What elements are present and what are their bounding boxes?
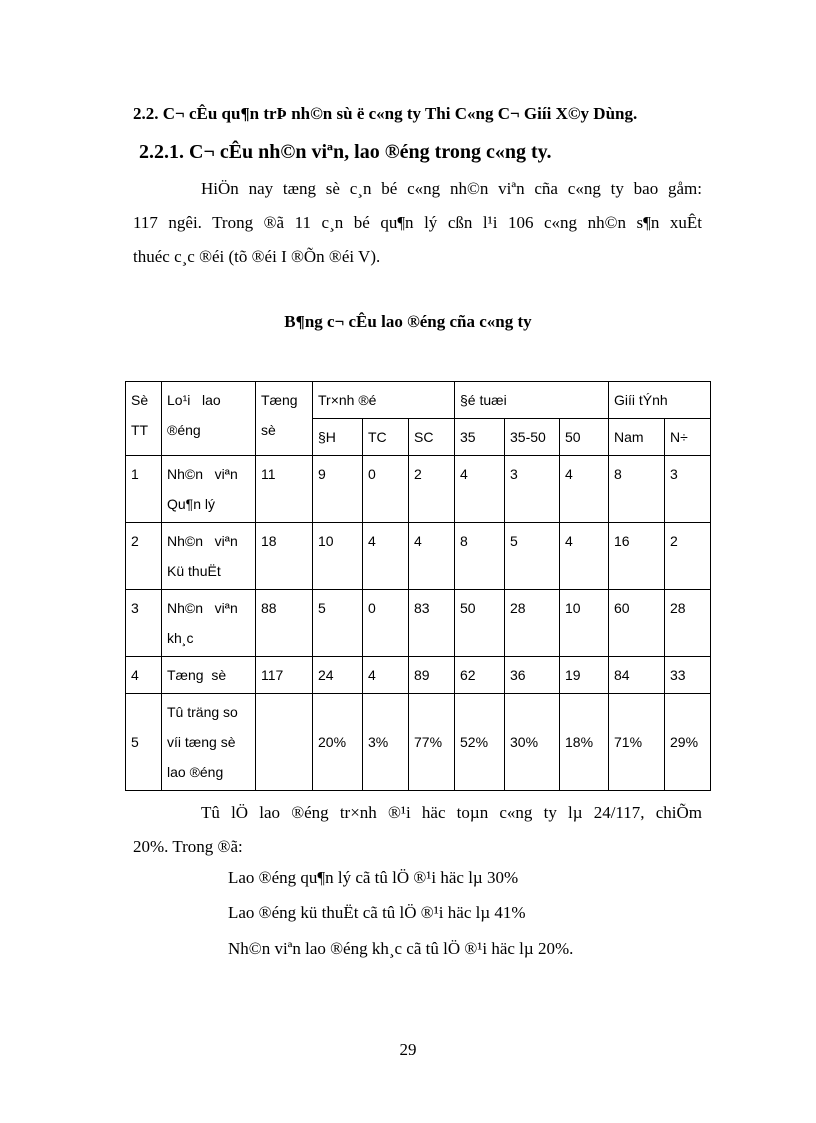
row-cell: 8 xyxy=(609,456,665,523)
row-label: Tæng sè xyxy=(162,657,256,694)
row-cell: 52% xyxy=(455,694,505,791)
row-cell: 4 xyxy=(560,456,609,523)
row-cell: 0 xyxy=(363,456,409,523)
table-row xyxy=(126,694,711,791)
row-cell: 4 xyxy=(363,523,409,590)
row-cell: 20% xyxy=(313,694,363,791)
row-stt: 4 xyxy=(126,657,162,694)
intro-line-3: thuéc c¸c ®éi (tõ ®éi I ®Õn ®éi V). xyxy=(133,247,381,266)
subheader-cell: SC xyxy=(409,419,455,456)
intro-line-2: 117 ngêi. Trong ®ã 11 c¸n bé qu¶n lý cßn l¹i 106 c«ng nh©n s¶n xuÊt xyxy=(133,213,702,232)
row-cell: 36 xyxy=(505,657,560,694)
row-cell: 29% xyxy=(665,694,711,791)
row-cell: 30% xyxy=(505,694,560,791)
row-cell: 71% xyxy=(609,694,665,791)
header-dotuoi: §é tuæi xyxy=(455,382,609,419)
row-cell: 10 xyxy=(560,590,609,657)
row-cell: 84 xyxy=(609,657,665,694)
row-cell: 4 xyxy=(409,523,455,590)
row-cell: 88 xyxy=(256,590,313,657)
table-header-row xyxy=(126,382,711,419)
subheader-cell: Nam xyxy=(609,419,665,456)
header-gioitinh: Giíi tÝnh xyxy=(609,382,711,419)
row-cell: 5 xyxy=(505,523,560,590)
row-cell: 4 xyxy=(560,523,609,590)
row-cell: 28 xyxy=(505,590,560,657)
row-cell: 83 xyxy=(409,590,455,657)
table-row xyxy=(126,523,711,590)
summary-line-2: 20%. Trong ®ã: xyxy=(133,837,243,856)
subsection-heading: 2.2.1. C¬ cÊu nh©n viªn, lao ®éng trong c«ng ty. xyxy=(139,141,552,163)
header-loai: Lo¹i lao ®éng xyxy=(162,382,256,456)
header-stt: Sè TT xyxy=(126,382,162,456)
row-cell: 60 xyxy=(609,590,665,657)
list-item: Nh©n viªn lao ®éng kh¸c cã tû lÖ ®¹i häc lµ 20%. xyxy=(228,939,574,958)
list-item: Lao ®éng kü thuËt cã tû lÖ ®¹i häc lµ 41% xyxy=(228,903,526,922)
row-cell: 0 xyxy=(363,590,409,657)
row-label: Nh©n viªn Kü thuËt xyxy=(162,523,256,590)
row-stt: 2 xyxy=(126,523,162,590)
summary-line-1: Tû lÖ lao ®éng tr×nh ®¹i häc toµn c«ng ty lµ 24/117, chiÕm xyxy=(201,803,702,822)
row-cell: 9 xyxy=(313,456,363,523)
row-cell: 18% xyxy=(560,694,609,791)
row-cell: 3 xyxy=(505,456,560,523)
intro-line-1: HiÖn nay tæng sè c¸n bé c«ng nh©n viªn cña c«ng ty bao gåm: xyxy=(201,179,702,198)
header-tong: Tæng sè xyxy=(256,382,313,456)
subheader-cell: TC xyxy=(363,419,409,456)
row-cell: 89 xyxy=(409,657,455,694)
row-cell: 18 xyxy=(256,523,313,590)
section-heading: 2.2. C¬ cÊu qu¶n trÞ nh©n sù ë c«ng ty Thi C«ng C¬ Giíi X©y Dùng. xyxy=(133,104,638,123)
row-stt: 1 xyxy=(126,456,162,523)
row-cell: 11 xyxy=(256,456,313,523)
row-cell: 2 xyxy=(665,523,711,590)
table-row xyxy=(126,590,711,657)
subheader-cell: 35 xyxy=(455,419,505,456)
row-cell: 62 xyxy=(455,657,505,694)
row-stt: 5 xyxy=(126,694,162,791)
row-label: Tû träng so víi tæng sè lao ®éng xyxy=(162,694,256,791)
row-cell: 19 xyxy=(560,657,609,694)
row-cell: 24 xyxy=(313,657,363,694)
table-row xyxy=(126,456,711,523)
row-label: Nh©n viªn Qu¶n lý xyxy=(162,456,256,523)
row-cell: 50 xyxy=(455,590,505,657)
row-cell: 33 xyxy=(665,657,711,694)
row-cell: 2 xyxy=(409,456,455,523)
row-cell: 8 xyxy=(455,523,505,590)
row-cell: 5 xyxy=(313,590,363,657)
row-label: Nh©n viªn kh¸c xyxy=(162,590,256,657)
subheader-cell: 50 xyxy=(560,419,609,456)
row-cell: 4 xyxy=(363,657,409,694)
row-cell: 77% xyxy=(409,694,455,791)
subheader-cell: 35-50 xyxy=(505,419,560,456)
row-cell: 10 xyxy=(313,523,363,590)
row-cell: 3% xyxy=(363,694,409,791)
summary-paragraph xyxy=(133,796,702,864)
list-item: Lao ®éng qu¶n lý cã tû lÖ ®¹i häc lµ 30% xyxy=(228,868,519,887)
row-cell xyxy=(256,694,313,791)
header-trinhdo: Tr×nh ®é xyxy=(313,382,455,419)
table-row xyxy=(126,657,711,694)
row-cell: 16 xyxy=(609,523,665,590)
labor-structure-table xyxy=(125,381,711,791)
subheader-cell: §H xyxy=(313,419,363,456)
intro-paragraph xyxy=(133,172,702,274)
subheader-cell: N÷ xyxy=(665,419,711,456)
row-stt: 3 xyxy=(126,590,162,657)
row-cell: 117 xyxy=(256,657,313,694)
page-number: 29 xyxy=(399,1040,417,1059)
row-cell: 4 xyxy=(455,456,505,523)
row-cell: 28 xyxy=(665,590,711,657)
row-cell: 3 xyxy=(665,456,711,523)
table-caption: B¶ng c¬ cÊu lao ®éng cña c«ng ty xyxy=(284,312,532,331)
